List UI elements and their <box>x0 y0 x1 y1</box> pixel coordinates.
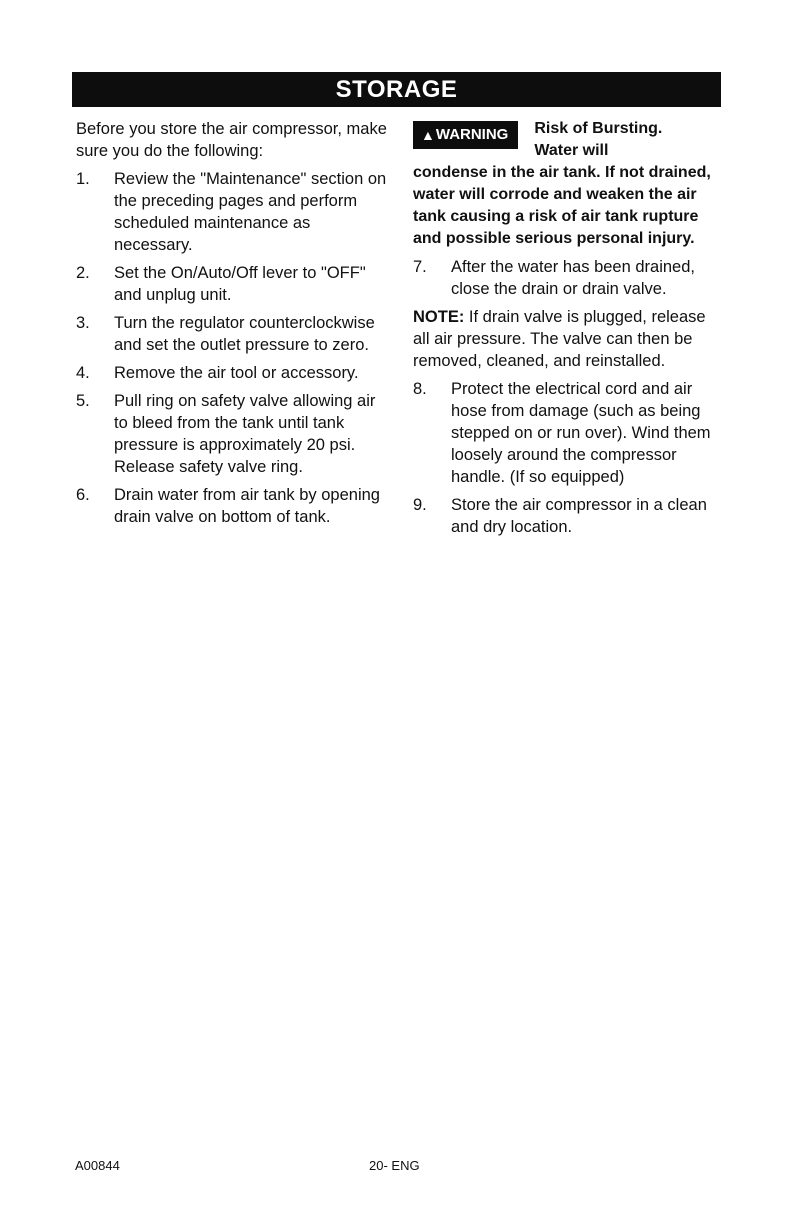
step-text: Review the "Maintenance" section on the preceding pages and perform scheduled maintenance as necessary. <box>114 170 387 254</box>
intro-paragraph: Before you store the air compressor, make sure you do the following: <box>76 120 387 160</box>
step-number: 8. <box>413 380 427 398</box>
step-number: 6. <box>76 486 90 504</box>
step-text: Pull ring on safety valve allowing air to bleed from the tank until tank pressure is approximately 20 psi. Release safety valve ring. <box>114 392 376 476</box>
list-item <box>76 312 392 356</box>
note-paragraph <box>413 306 725 372</box>
note-label: NOTE: <box>413 308 465 326</box>
list-item <box>76 484 392 528</box>
left-column <box>76 118 392 534</box>
step-number: 2. <box>76 264 90 282</box>
step-number: 9. <box>413 496 427 514</box>
note-text: If drain valve is plugged, release all air pressure. The valve can then be removed, cleaned, and reinstalled. <box>413 308 706 370</box>
step-text: Remove the air tool or accessory. <box>114 364 359 382</box>
list-item <box>76 168 392 256</box>
step-text: Turn the regulator counterclockwise and set the outlet pressure to zero. <box>114 314 375 354</box>
warning-triangle-icon: ▲ <box>421 127 435 143</box>
section-banner <box>72 72 721 107</box>
warning-block <box>413 118 725 250</box>
list-item <box>413 256 725 300</box>
right-column <box>413 118 725 544</box>
step-number: 5. <box>76 392 90 410</box>
page-number: 20- ENG <box>369 1158 420 1173</box>
section-title: STORAGE <box>335 75 458 103</box>
step-number: 1. <box>76 170 90 188</box>
list-item <box>76 362 392 384</box>
warning-body: condense in the air tank. If not drained, water will corrode and weaken the air tank causing a risk of air tank rupture and possible serious personal injury. <box>413 164 711 247</box>
step-number: 3. <box>76 314 90 332</box>
step-text: Store the air compressor in a clean and dry location. <box>451 496 707 536</box>
list-item <box>76 390 392 478</box>
warning-badge-label: WARNING <box>435 126 509 143</box>
warning-heading: Risk of Bursting. Water will <box>534 120 663 159</box>
list-item <box>413 494 725 538</box>
warning-badge <box>413 121 518 149</box>
step-number: 4. <box>76 364 90 382</box>
list-item <box>76 262 392 306</box>
step-text: After the water has been drained, close the drain or drain valve. <box>451 258 695 298</box>
step-number: 7. <box>413 258 427 276</box>
step-text: Protect the electrical cord and air hose from damage (such as being stepped on or run over). Wind them loosely around the compressor handle. (If so equipped) <box>451 380 711 486</box>
step-text: Drain water from air tank by opening drain valve on bottom of tank. <box>114 486 380 526</box>
document-code: A00844 <box>75 1158 120 1173</box>
warning-header <box>413 118 725 162</box>
step-text: Set the On/Auto/Off lever to "OFF" and unplug unit. <box>114 264 366 304</box>
list-item <box>413 378 725 488</box>
